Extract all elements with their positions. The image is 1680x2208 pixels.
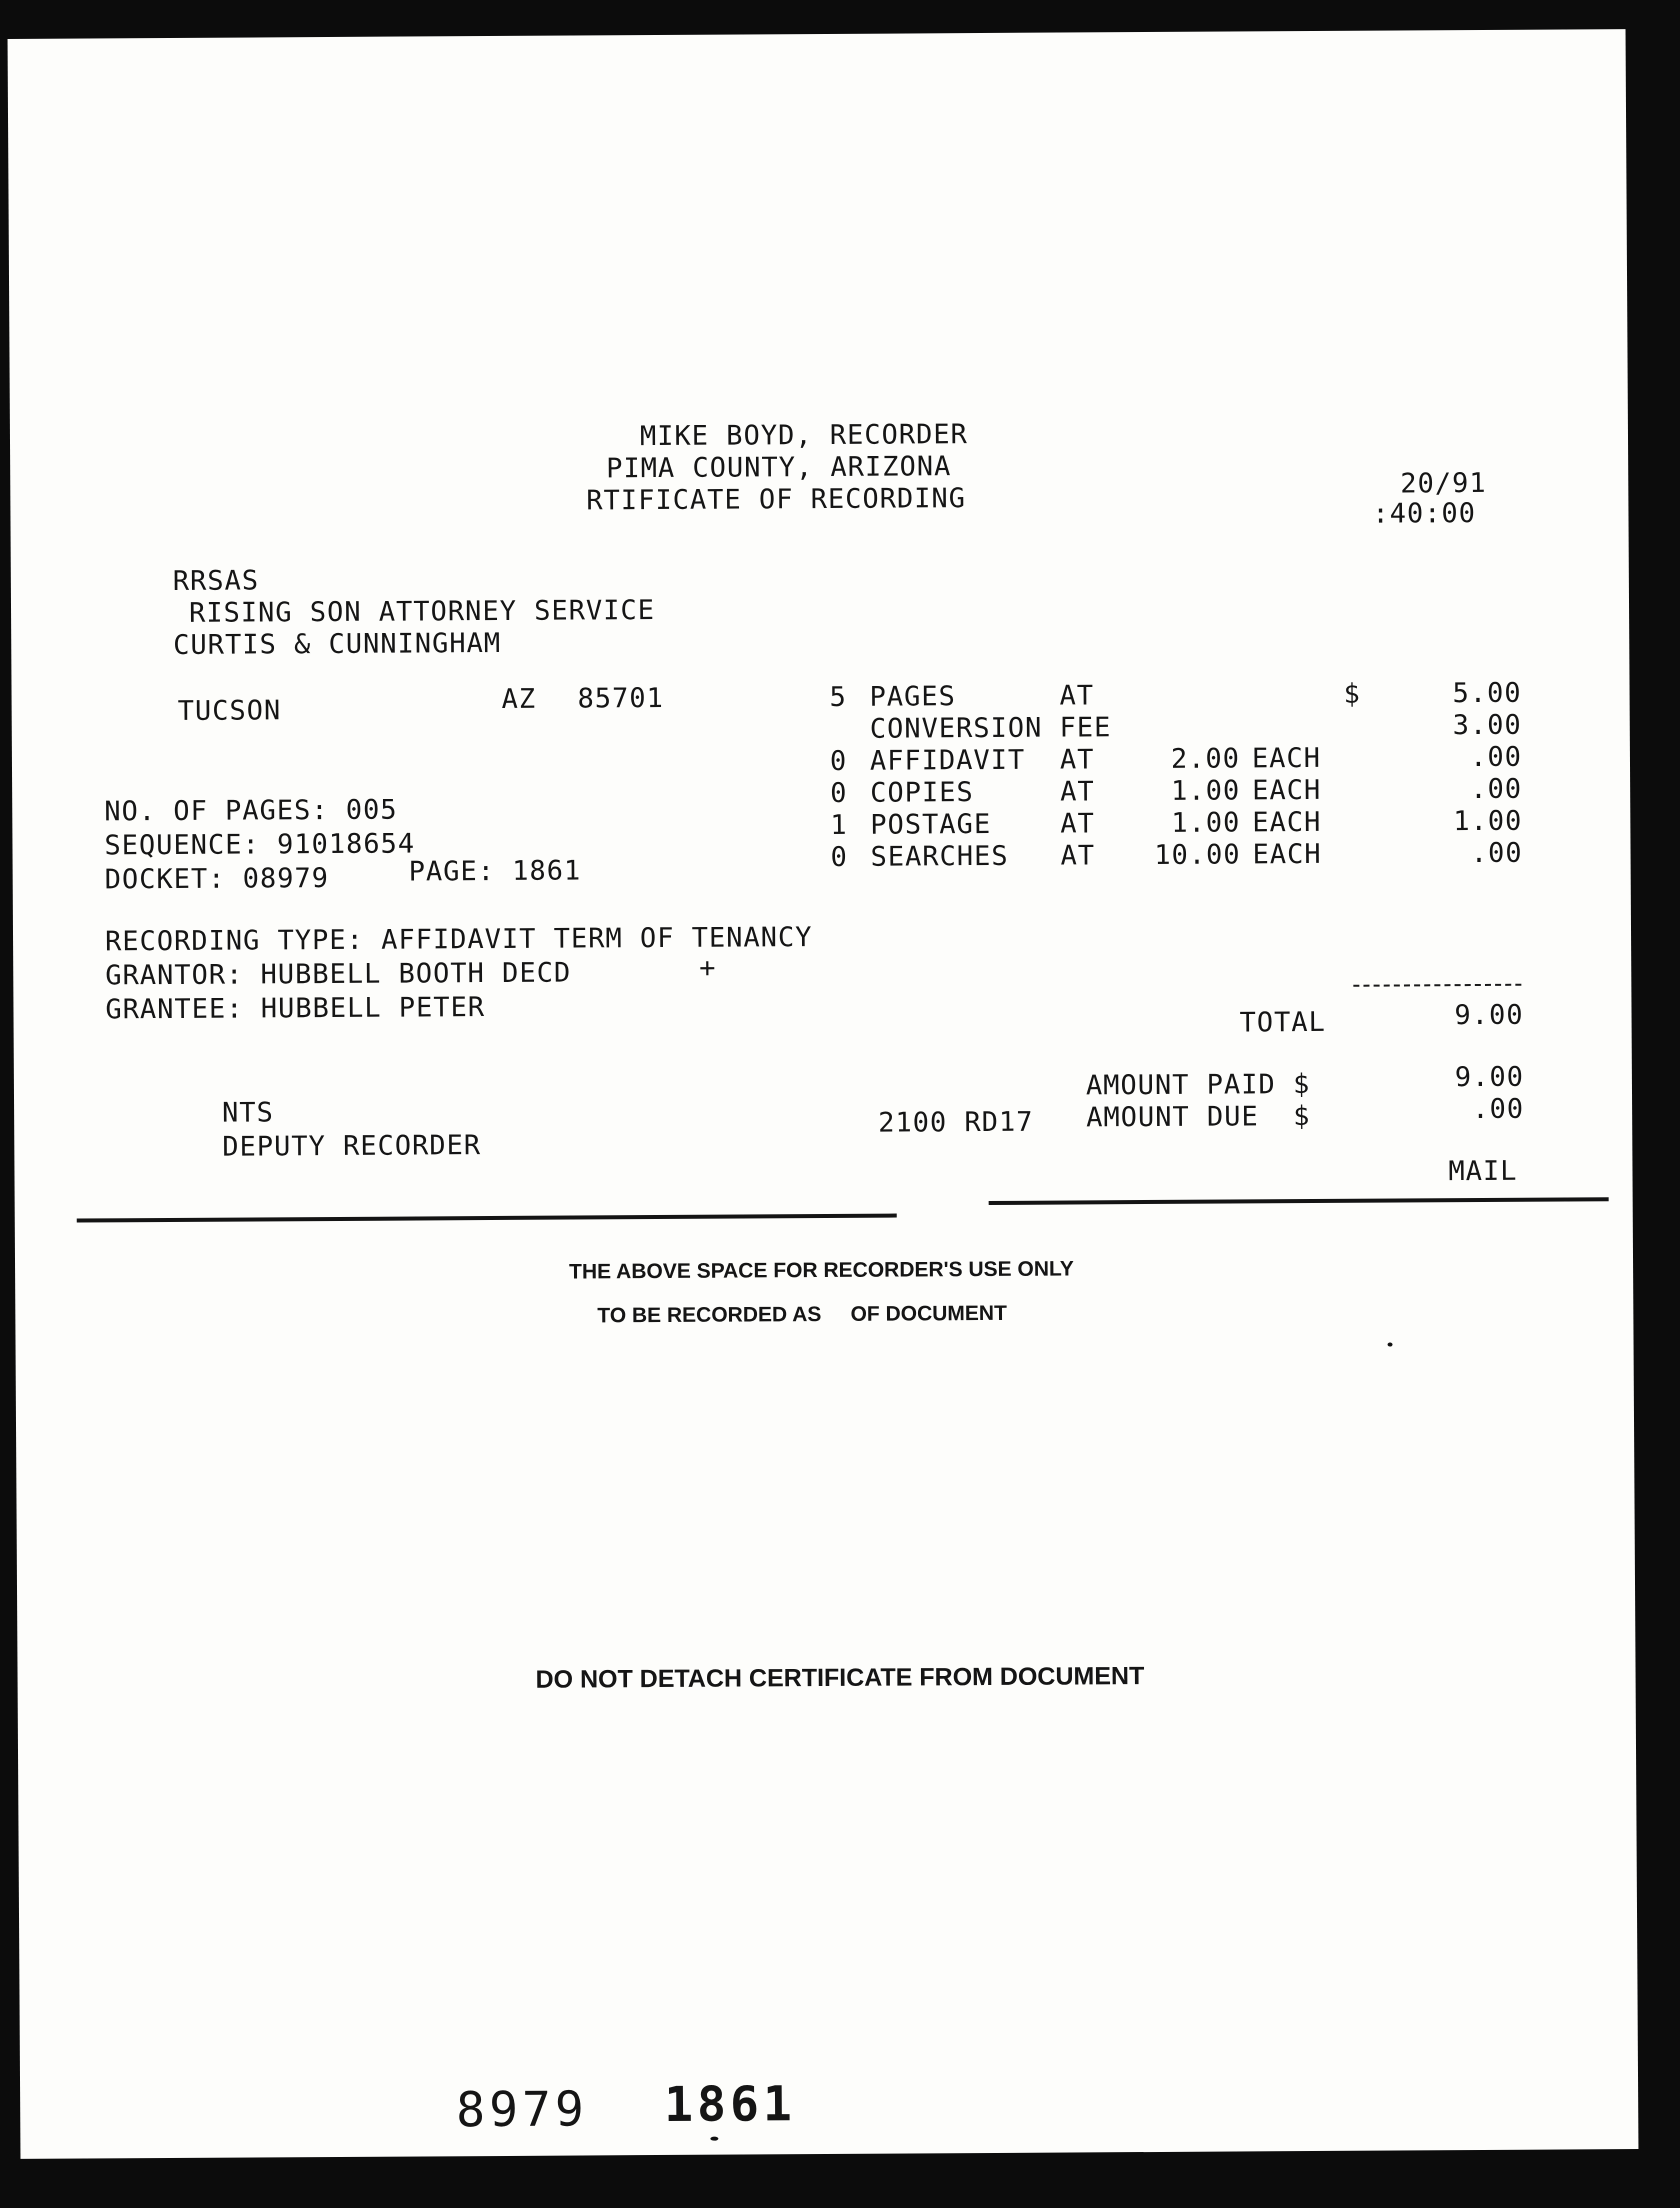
fee-qty: 0 (830, 777, 848, 809)
fee-table (8, 29, 1626, 39)
address-line2: CURTIS & CUNNINGHAM (173, 627, 502, 661)
amount-due-label: AMOUNT DUE $ (1086, 1101, 1311, 1134)
docket-stamp: 8979 (456, 2081, 588, 2139)
fee-each: EACH (1252, 774, 1322, 807)
address-zip: 85701 (577, 682, 664, 715)
docket-number: DOCKET: 08979 (104, 863, 330, 896)
page-number: PAGE: 1861 (408, 855, 582, 888)
fee-at: AT (1060, 840, 1096, 872)
fee-at: AT (1060, 776, 1095, 808)
fee-name: POSTAGE (870, 808, 992, 841)
fee-name: PAGES (869, 681, 956, 713)
amount-paid-label: AMOUNT PAID $ (1085, 1069, 1311, 1102)
fee-rate: 2.00 (1170, 743, 1241, 775)
number-of-pages: NO. OF PAGES: 005 (104, 794, 398, 828)
grantor-mark: + (699, 952, 717, 984)
fee-rate: 10.00 (1154, 839, 1241, 871)
fee-rate: 1.00 (1171, 807, 1241, 839)
total-label: TOTAL (1239, 1006, 1326, 1039)
fee-rate: 1.00 (1171, 775, 1241, 807)
fee-amount: .00 (1470, 837, 1523, 870)
fee-rate (1130, 713, 1240, 714)
recorder-name: MIKE BOYD, RECORDER (639, 419, 968, 453)
fee-name: SEARCHES (870, 840, 1009, 873)
address-city: TUCSON (177, 695, 282, 727)
fee-amount: 1.00 (1453, 805, 1523, 838)
recorder-use-notice: THE ABOVE SPACE FOR RECORDER'S USE ONLY (569, 1257, 1074, 1284)
amount-due: .00 (1472, 1093, 1525, 1126)
receipt-code: 2100 RD17 (878, 1106, 1034, 1139)
certificate-sheet (8, 29, 1639, 2159)
fee-amount: 5.00 (1452, 677, 1522, 710)
scan-speck (1388, 1343, 1393, 1347)
divider-right (989, 1197, 1609, 1205)
grantor: GRANTOR: HUBBELL BOOTH DECD (105, 957, 572, 992)
fee-amount: 3.00 (1452, 709, 1522, 742)
sequence-number: SEQUENCE: 91018654 (104, 828, 416, 862)
detach-warning: DO NOT DETACH CERTIFICATE FROM DOCUMENT (535, 1662, 1145, 1694)
deputy-initials: NTS (222, 1097, 274, 1129)
total-rule (1353, 984, 1521, 987)
fee-qty: 5 (829, 681, 847, 713)
page-stamp: 1861 (664, 2076, 796, 2133)
fee-at: AT (1059, 744, 1095, 776)
amount-paid: 9.00 (1454, 1061, 1525, 1094)
certificate-title: RTIFICATE OF RECORDING (586, 483, 967, 517)
fee-name: CONVERSION FEE (869, 712, 1112, 745)
record-as-notice: TO BE RECORDED AS OF DOCUMENT (597, 1301, 1007, 1328)
total-amount: 9.00 (1454, 999, 1524, 1032)
grantee: GRANTEE: HUBBELL PETER (105, 992, 486, 1026)
fee-each: EACH (1252, 838, 1322, 871)
county-name: PIMA COUNTY, ARIZONA (606, 451, 952, 485)
address-line1: RISING SON ATTORNEY SERVICE (188, 595, 656, 629)
record-date: 20/91 (1400, 467, 1487, 500)
fee-amount: .00 (1470, 741, 1523, 774)
fee-rate (1129, 681, 1239, 682)
scan-speck (710, 2137, 718, 2141)
dollar-sign: $ (1343, 678, 1361, 710)
address-code: RRSAS (172, 565, 260, 597)
fee-at: AT (1060, 808, 1095, 840)
fee-each: EACH (1252, 806, 1322, 839)
record-time: :40:00 (1372, 498, 1477, 530)
address-state: AZ (501, 683, 537, 715)
recording-type: RECORDING TYPE: AFFIDAVIT TERM OF TENANCY (104, 922, 813, 958)
fee-name: AFFIDAVIT (869, 744, 1026, 777)
divider-left (77, 1214, 897, 1223)
deputy-title: DEPUTY RECORDER (222, 1130, 482, 1163)
fee-each: EACH (1251, 742, 1322, 775)
delivery-method: MAIL (1448, 1155, 1518, 1188)
fee-qty: 1 (830, 809, 848, 841)
fee-at: AT (1059, 680, 1095, 712)
fee-qty: 0 (830, 841, 848, 873)
fee-amount: .00 (1470, 773, 1523, 806)
fee-name: COPIES (870, 777, 974, 809)
fee-qty: 0 (829, 745, 848, 777)
